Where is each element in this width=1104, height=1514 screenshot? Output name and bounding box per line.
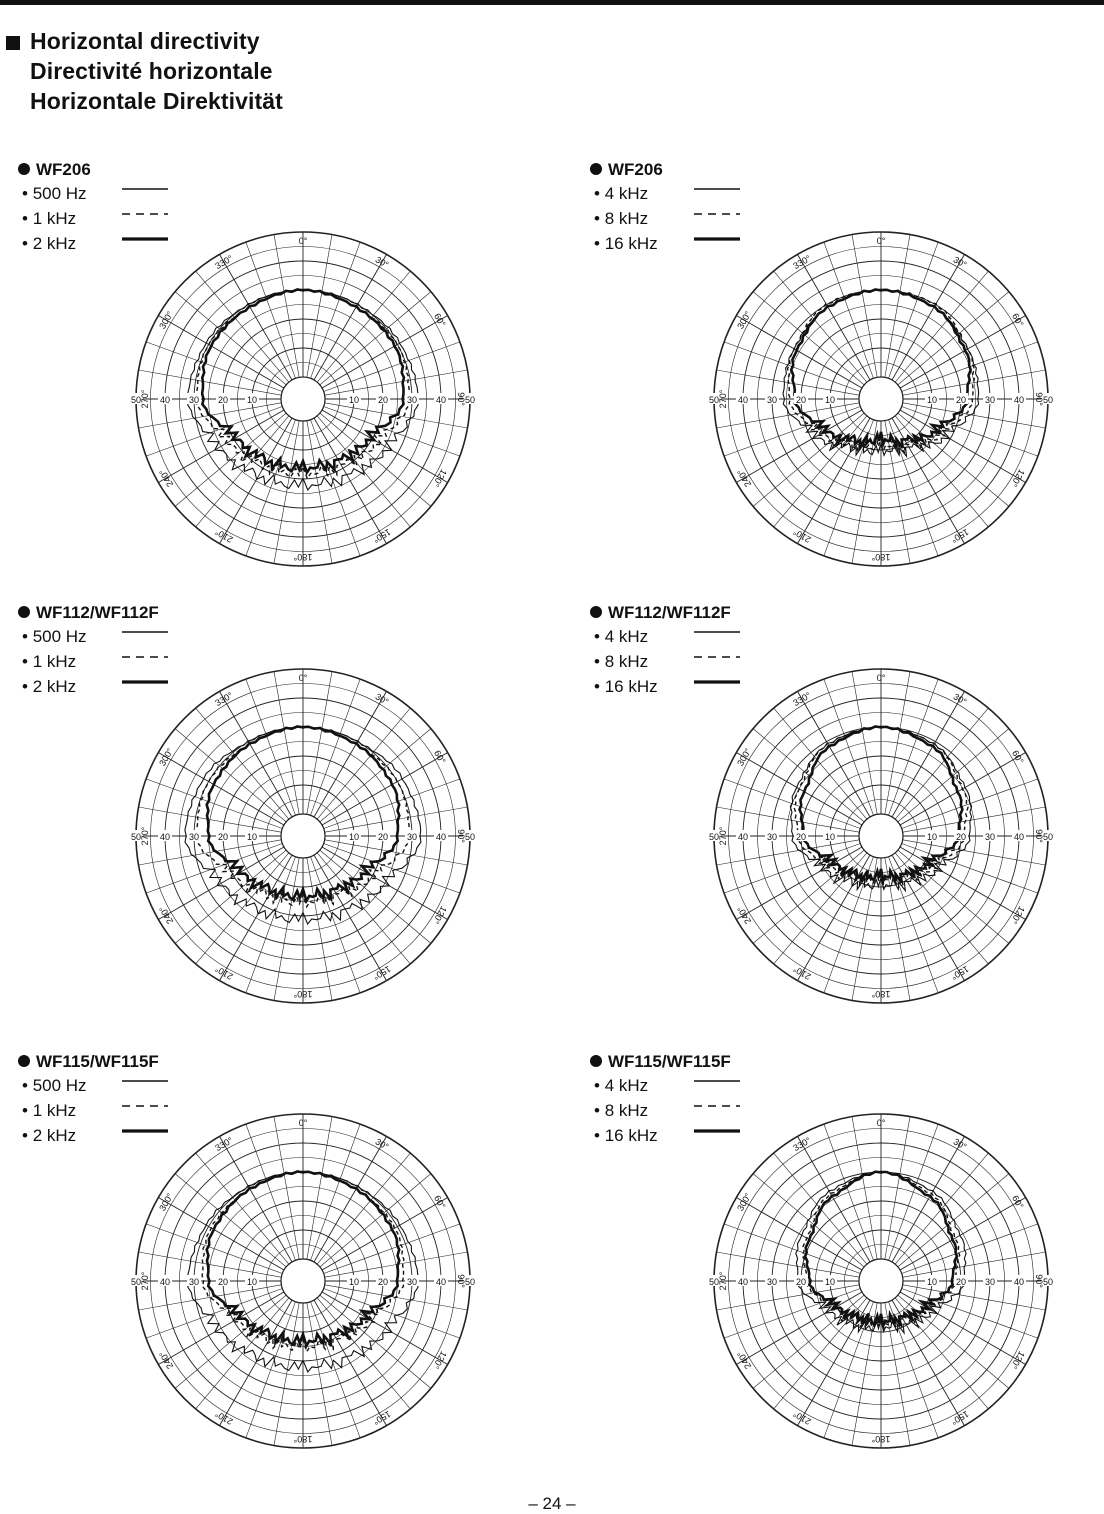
grid-spoke (320, 1174, 431, 1267)
legend-item (22, 1126, 76, 1148)
radial-tick-label: 10 (246, 395, 258, 405)
angle-label: 120° (430, 904, 449, 926)
radial-tick-label: 50 (130, 832, 142, 842)
bullet-dot-icon (590, 1055, 602, 1067)
radial-tick-label: 20 (795, 395, 807, 405)
radial-tick-label: 30 (766, 395, 778, 405)
radial-tick-label: 10 (926, 1277, 938, 1287)
chart-panel-wf115-high (590, 1052, 1104, 1502)
radial-tick-label: 40 (159, 1277, 171, 1287)
legend-line-thin (694, 184, 740, 194)
radial-tick-label: 30 (984, 1277, 996, 1287)
model-label (590, 603, 731, 623)
center-hub (859, 814, 903, 858)
center-hub (281, 377, 325, 421)
legend-item (22, 652, 76, 674)
legend-label: • 8 kHz (594, 652, 649, 671)
legend-label: • 1 kHz (22, 209, 77, 228)
grid-spoke (317, 1153, 410, 1264)
angle-label: 180° (293, 989, 313, 999)
model-name: WF115/WF115F (36, 1052, 159, 1071)
grid-spoke (724, 1289, 860, 1339)
angle-label: 330° (213, 690, 235, 709)
legend-item (594, 652, 648, 674)
radial-tick-label: 40 (1013, 395, 1025, 405)
radial-tick-label: 50 (708, 395, 720, 405)
model-label (590, 160, 663, 180)
top-rule (0, 0, 1104, 5)
chart-panel-wf112-high (590, 603, 1104, 1053)
polar-plot (708, 663, 1054, 1009)
radial-tick-label: 20 (795, 832, 807, 842)
radial-tick-label: 10 (348, 1277, 360, 1287)
angle-label: 240° (735, 467, 754, 489)
legend-line-thin (122, 627, 168, 637)
angle-label: 210° (213, 1408, 235, 1427)
model-label (18, 603, 159, 623)
model-name: WF115/WF115F (608, 1052, 731, 1071)
legend-item (22, 1101, 76, 1123)
angle-label: 300° (735, 309, 754, 331)
legend-line-thin (122, 1076, 168, 1086)
grid-spoke (753, 292, 864, 385)
radial-tick-label: 20 (955, 832, 967, 842)
grid-spoke (824, 242, 874, 378)
angle-label: 180° (871, 552, 891, 562)
radial-tick-label: 40 (1013, 832, 1025, 842)
grid-spoke (320, 292, 431, 385)
angle-label: 60° (432, 748, 448, 766)
angle-label: 270° (718, 389, 728, 409)
radial-tick-label: 30 (188, 395, 200, 405)
grid-spoke (311, 1302, 361, 1438)
radial-tick-label: 20 (955, 395, 967, 405)
chart-panel-wf206-low (18, 160, 570, 610)
legend-line-dashed (122, 209, 168, 219)
grid-spoke (324, 342, 460, 392)
legend-label: • 500 Hz (22, 184, 87, 203)
radial-tick-label: 50 (464, 832, 476, 842)
angle-label: 60° (432, 1193, 448, 1211)
legend-item (594, 1101, 648, 1123)
radial-tick-label: 40 (435, 832, 447, 842)
angle-label: 270° (718, 826, 728, 846)
model-label (590, 1052, 731, 1072)
angle-label: 330° (791, 1135, 813, 1154)
angle-label: 240° (735, 1349, 754, 1371)
angle-label: 150° (949, 526, 971, 545)
legend-item (594, 1126, 658, 1148)
legend-label: • 1 kHz (22, 1101, 77, 1120)
chart-panel-wf115-low (18, 1052, 570, 1502)
legend-item (22, 209, 76, 231)
legend-line-dashed (694, 209, 740, 219)
angle-label: 150° (371, 526, 393, 545)
grid-spoke (774, 708, 867, 819)
radial-tick-label: 10 (824, 395, 836, 405)
angle-label: 300° (735, 746, 754, 768)
angle-label: 0° (876, 673, 886, 683)
angle-label: 240° (157, 904, 176, 926)
bullet-dot-icon (18, 1055, 30, 1067)
legend-label: • 2 kHz (22, 234, 77, 253)
legend-label: • 2 kHz (22, 1126, 77, 1145)
grid-spoke (317, 271, 410, 382)
grid-spoke (889, 1124, 939, 1260)
radial-tick-label: 50 (1042, 395, 1054, 405)
grid-spoke (246, 857, 296, 993)
polar-plot (130, 663, 476, 1009)
angle-label: 0° (298, 236, 308, 246)
legend-item (594, 184, 648, 206)
grid-spoke (898, 292, 1009, 385)
model-name: WF206 (608, 160, 663, 179)
angle-label: 120° (1008, 467, 1027, 489)
grid-spoke (246, 1124, 296, 1260)
legend-label: • 16 kHz (594, 1126, 658, 1145)
chart-panel-wf112-low (18, 603, 570, 1053)
radial-tick-label: 30 (766, 1277, 778, 1287)
model-label (18, 160, 91, 180)
angle-label: 0° (298, 673, 308, 683)
legend-item (594, 1076, 648, 1098)
angle-label: 330° (791, 690, 813, 709)
grid-spoke (324, 407, 460, 457)
angle-label: 330° (791, 253, 813, 272)
angle-label: 300° (157, 746, 176, 768)
angle-label: 270° (140, 826, 150, 846)
angle-label: 30° (373, 254, 391, 270)
radial-tick-label: 30 (406, 832, 418, 842)
grid-spoke (320, 850, 431, 943)
legend-label: • 16 kHz (594, 677, 658, 696)
grid-spoke (311, 857, 361, 993)
angle-label: 210° (791, 963, 813, 982)
bullet-dot-icon (590, 163, 602, 175)
angle-label: 210° (791, 526, 813, 545)
angle-label: 180° (293, 1434, 313, 1444)
heading-square-bullet (6, 36, 20, 50)
grid-spoke (246, 679, 296, 815)
radial-tick-label: 20 (217, 395, 229, 405)
polar-plot (130, 226, 476, 572)
radial-tick-label: 20 (377, 395, 389, 405)
chart-panel-wf206-high (590, 160, 1104, 610)
angle-label: 90° (1034, 829, 1044, 843)
angle-label: 60° (1010, 311, 1026, 329)
angle-label: 90° (456, 829, 466, 843)
radial-tick-label: 40 (435, 395, 447, 405)
angle-label: 330° (213, 253, 235, 272)
angle-label: 210° (213, 963, 235, 982)
angle-label: 0° (298, 1118, 308, 1128)
center-hub (281, 1259, 325, 1303)
angle-label: 90° (1034, 392, 1044, 406)
angle-label: 30° (951, 254, 969, 270)
angle-label: 0° (876, 236, 886, 246)
grid-spoke (311, 242, 361, 378)
angle-label: 90° (456, 392, 466, 406)
angle-label: 90° (456, 1274, 466, 1288)
polar-plot (708, 226, 1054, 572)
grid-spoke (898, 413, 1009, 506)
angle-label: 30° (373, 1136, 391, 1152)
grid-spoke (902, 1289, 1038, 1339)
angle-label: 0° (876, 1118, 886, 1128)
angle-label: 300° (157, 309, 176, 331)
radial-tick-label: 20 (955, 1277, 967, 1287)
model-name: WF206 (36, 160, 91, 179)
radial-tick-label: 10 (246, 1277, 258, 1287)
radial-tick-label: 30 (984, 395, 996, 405)
legend-item (594, 209, 648, 231)
model-label (18, 1052, 159, 1072)
legend-line-dashed (122, 652, 168, 662)
bullet-dot-icon (18, 163, 30, 175)
grid-spoke (175, 850, 286, 943)
angle-label: 300° (735, 1191, 754, 1213)
model-name: WF112/WF112F (36, 603, 159, 622)
legend-line-dashed (694, 652, 740, 662)
grid-spoke (889, 679, 939, 815)
radial-tick-label: 30 (406, 1277, 418, 1287)
angle-label: 270° (140, 389, 150, 409)
radial-tick-label: 50 (708, 1277, 720, 1287)
model-name: WF112/WF112F (608, 603, 731, 622)
grid-spoke (146, 342, 282, 392)
grid-spoke (246, 242, 296, 378)
grid-spoke (320, 729, 431, 822)
grid-spoke (311, 420, 361, 556)
legend-label: • 8 kHz (594, 209, 649, 228)
legend-label: • 2 kHz (22, 677, 77, 696)
polar-plot (708, 1108, 1054, 1454)
grid-spoke (895, 416, 988, 527)
grid-spoke (320, 1295, 431, 1388)
legend-line-thin (694, 1076, 740, 1086)
radial-tick-label: 30 (984, 832, 996, 842)
legend-label: • 1 kHz (22, 652, 77, 671)
radial-tick-label: 30 (188, 1277, 200, 1287)
grid-spoke (311, 1124, 361, 1260)
legend-item (594, 627, 648, 649)
angle-label: 300° (157, 1191, 176, 1213)
radial-tick-label: 20 (217, 832, 229, 842)
grid-spoke (824, 1124, 874, 1260)
angle-label: 240° (157, 467, 176, 489)
legend-label: • 8 kHz (594, 1101, 649, 1120)
angle-label: 120° (1008, 1349, 1027, 1371)
legend-label: • 16 kHz (594, 234, 658, 253)
angle-label: 150° (371, 963, 393, 982)
legend-line-thin (122, 184, 168, 194)
radial-tick-label: 50 (130, 395, 142, 405)
legend-label: • 4 kHz (594, 627, 649, 646)
grid-spoke (317, 708, 410, 819)
legend-item (22, 677, 76, 699)
legend-item (22, 184, 87, 206)
grid-spoke (311, 679, 361, 815)
radial-tick-label: 50 (1042, 832, 1054, 842)
angle-label: 210° (213, 526, 235, 545)
angle-label: 180° (871, 1434, 891, 1444)
radial-tick-label: 40 (159, 832, 171, 842)
angle-label: 30° (951, 1136, 969, 1152)
legend-item (22, 627, 87, 649)
center-hub (859, 1259, 903, 1303)
angle-label: 30° (373, 691, 391, 707)
angle-label: 60° (432, 311, 448, 329)
radial-tick-label: 30 (406, 395, 418, 405)
polar-plot (130, 1108, 476, 1454)
angle-label: 270° (718, 1271, 728, 1291)
grid-spoke (774, 853, 867, 964)
center-hub (859, 377, 903, 421)
grid-spoke (724, 1224, 860, 1274)
angle-label: 150° (371, 1408, 393, 1427)
radial-tick-label: 20 (217, 1277, 229, 1287)
radial-tick-label: 10 (246, 832, 258, 842)
grid-spoke (895, 708, 988, 819)
radial-tick-label: 40 (737, 832, 749, 842)
grid-spoke (753, 1295, 864, 1388)
radial-tick-label: 50 (464, 1277, 476, 1287)
bullet-dot-icon (18, 606, 30, 618)
grid-spoke (753, 413, 864, 506)
angle-label: 90° (1034, 1274, 1044, 1288)
radial-tick-label: 10 (926, 832, 938, 842)
legend-item (594, 234, 658, 256)
center-hub (281, 814, 325, 858)
grid-spoke (196, 1153, 289, 1264)
radial-tick-label: 50 (464, 395, 476, 405)
angle-label: 150° (949, 963, 971, 982)
angle-label: 120° (1008, 904, 1027, 926)
angle-label: 30° (951, 691, 969, 707)
grid-spoke (196, 708, 289, 819)
grid-spoke (895, 853, 988, 964)
radial-tick-label: 30 (188, 832, 200, 842)
angle-label: 180° (293, 552, 313, 562)
legend-item (594, 677, 658, 699)
grid-spoke (753, 729, 864, 822)
radial-tick-label: 20 (795, 1277, 807, 1287)
legend-item (22, 234, 76, 256)
grid-spoke (175, 292, 286, 385)
grid-spoke (898, 850, 1009, 943)
grid-spoke (902, 1224, 1038, 1274)
angle-label: 180° (871, 989, 891, 999)
angle-label: 240° (735, 904, 754, 926)
legend-line-thin (694, 627, 740, 637)
grid-spoke (753, 850, 864, 943)
grid-spoke (175, 1174, 286, 1267)
bullet-dot-icon (590, 606, 602, 618)
angle-label: 150° (949, 1408, 971, 1427)
radial-tick-label: 40 (737, 1277, 749, 1287)
radial-tick-label: 50 (1042, 1277, 1054, 1287)
angle-label: 240° (157, 1349, 176, 1371)
radial-tick-label: 10 (348, 832, 360, 842)
radial-tick-label: 40 (737, 395, 749, 405)
legend-label: • 4 kHz (594, 184, 649, 203)
angle-label: 60° (1010, 748, 1026, 766)
heading-title-fr: Directivité horizontale (30, 58, 273, 84)
radial-tick-label: 20 (377, 1277, 389, 1287)
grid-spoke (196, 271, 289, 382)
angle-label: 60° (1010, 1193, 1026, 1211)
radial-tick-label: 30 (766, 832, 778, 842)
heading-title-de: Horizontale Direktivität (30, 88, 283, 114)
radial-tick-label: 10 (348, 395, 360, 405)
radial-tick-label: 10 (926, 395, 938, 405)
radial-tick-label: 10 (824, 1277, 836, 1287)
grid-spoke (898, 729, 1009, 822)
angle-label: 330° (213, 1135, 235, 1154)
radial-tick-label: 40 (435, 1277, 447, 1287)
radial-tick-label: 20 (377, 832, 389, 842)
radial-tick-label: 40 (159, 395, 171, 405)
legend-item (22, 1076, 87, 1098)
grid-spoke (724, 407, 860, 457)
angle-label: 270° (140, 1271, 150, 1291)
grid-spoke (889, 242, 939, 378)
radial-tick-label: 40 (1013, 1277, 1025, 1287)
angle-label: 120° (430, 1349, 449, 1371)
legend-label: • 500 Hz (22, 1076, 87, 1095)
page-number: – 24 – (528, 1494, 576, 1513)
radial-tick-label: 10 (824, 832, 836, 842)
radial-tick-label: 50 (130, 1277, 142, 1287)
heading-title-en: Horizontal directivity (30, 28, 260, 54)
angle-label: 120° (430, 467, 449, 489)
grid-spoke (146, 407, 282, 457)
legend-label: • 500 Hz (22, 627, 87, 646)
grid-spoke (824, 679, 874, 815)
angle-label: 210° (791, 1408, 813, 1427)
grid-spoke (175, 729, 286, 822)
radial-tick-label: 50 (708, 832, 720, 842)
legend-label: • 4 kHz (594, 1076, 649, 1095)
